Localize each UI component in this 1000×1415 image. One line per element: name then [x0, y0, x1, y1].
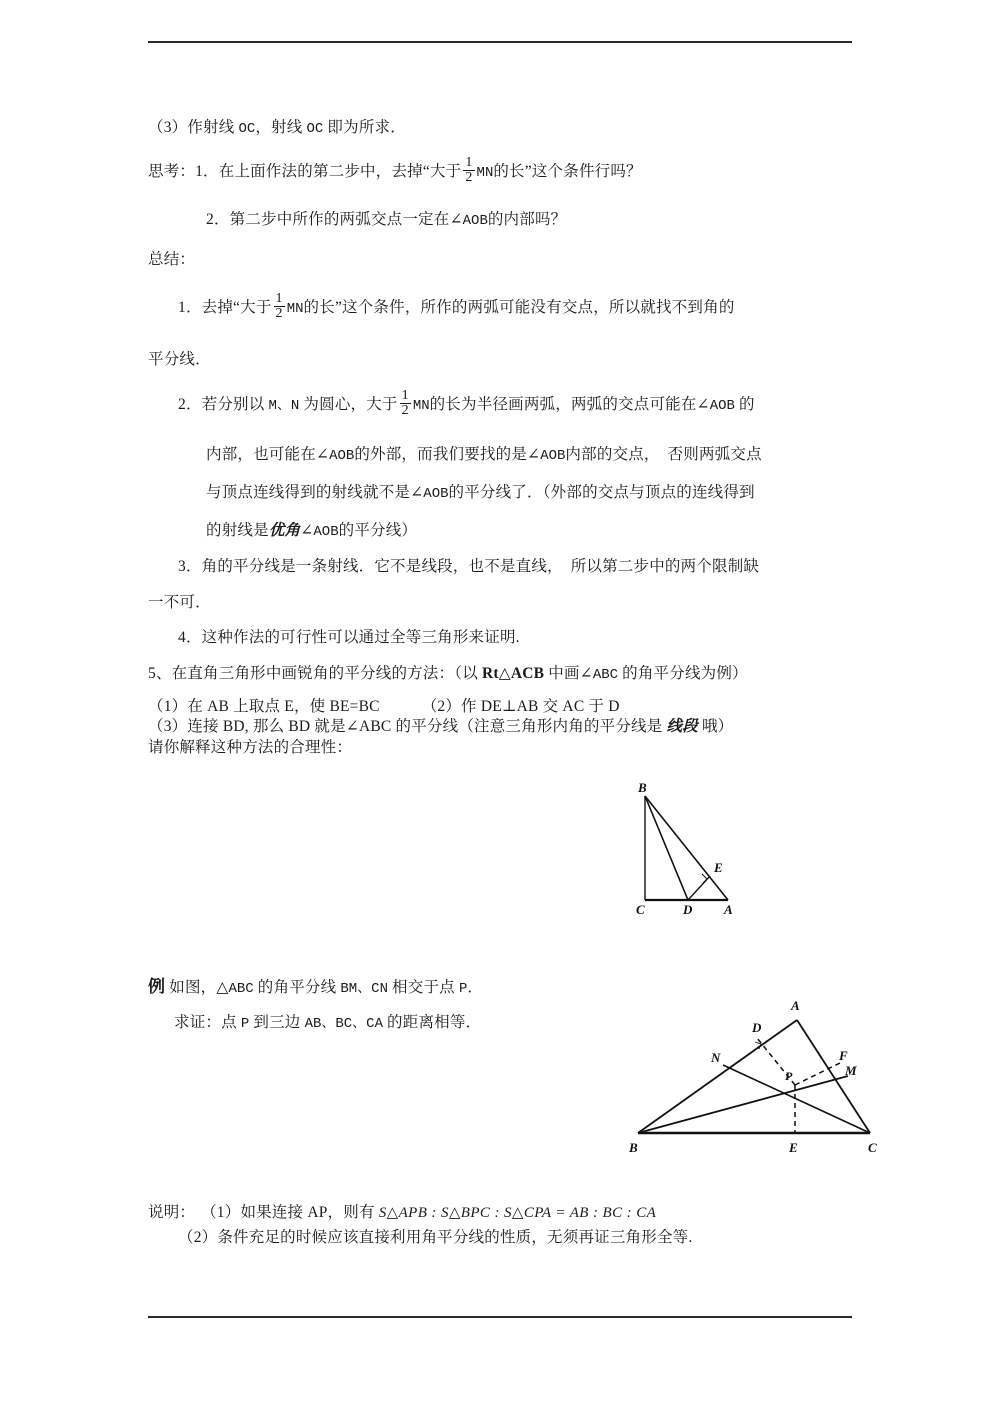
- example-line-1-c: 相交于点: [387, 979, 459, 996]
- angle-bisector-svg: [605, 980, 905, 1160]
- summary-item-2-l2c: 的外部，而我们要找的是∠: [354, 446, 541, 463]
- think-q1-pre: 1．在上面作法的第二步中，去掉“大于: [195, 163, 462, 180]
- label-a: A: [724, 902, 733, 917]
- section-5-step-3: [148, 719, 864, 735]
- summary-item-2-mn: M、N: [268, 398, 300, 414]
- fraction-one-half: [400, 389, 411, 419]
- step-3-oc-1: OC: [238, 121, 256, 137]
- fraction-one-half: [274, 292, 285, 322]
- example-line-2-c: 的距离相等．: [382, 1014, 482, 1031]
- label-m: M: [845, 1063, 857, 1078]
- example-line-2-p: P: [240, 1016, 250, 1032]
- fraction-numerator: 1: [401, 388, 409, 404]
- note-2-text: （2）条件充足的时候应该直接利用角平分线的性质，无须再证三角形全等.: [178, 1229, 693, 1246]
- segment-bd: [645, 796, 688, 900]
- example-line-2-b: 到三边: [249, 1014, 305, 1031]
- summary-item-1-line-1: [148, 290, 864, 340]
- summary-item-2-line-2: [148, 447, 864, 463]
- fraction-numerator: 1: [275, 290, 283, 306]
- example-line-2: [148, 1015, 578, 1031]
- think-label: 思考：: [148, 163, 196, 180]
- right-triangle-svg: [590, 782, 770, 922]
- section-5-heading-b: 中画∠: [544, 664, 593, 682]
- summary-item-2-line-1: [148, 388, 864, 437]
- summary-item-1-line2-text: 平分线．: [148, 350, 211, 368]
- right-triangle-figure: [590, 782, 770, 922]
- section-5-heading: [148, 666, 864, 682]
- summary-item-3-b: 一不可．: [148, 593, 211, 611]
- summary-item-1-post: 的长”这个条件，所作的两弧可能没有交点，所以就找不到角的: [303, 298, 735, 316]
- example-tag: 例: [148, 977, 166, 996]
- summary-item-2-line-3: [148, 485, 864, 501]
- summary-item-2-l3b: AOB: [423, 486, 449, 502]
- label-b: B: [629, 1140, 638, 1155]
- summary-item-3-line-2: [148, 595, 864, 611]
- summary-item-2-pre: 2．若分别以: [178, 396, 269, 413]
- section-5-heading-a: 5、在直角三角形中画锐角的平分线的方法：（以: [148, 664, 482, 682]
- section-5-step-2: （2）作 DE⊥AB 交 AC 于 D: [421, 697, 620, 715]
- segment-ba: [645, 796, 728, 900]
- section-5-abc: ABC: [592, 666, 619, 683]
- note-label: 说明：: [148, 1204, 196, 1221]
- document-body: [148, 120, 864, 775]
- label-c: C: [868, 1140, 877, 1155]
- fraction-numerator: 1: [465, 155, 473, 171]
- label-d: D: [752, 1020, 762, 1035]
- label-n: N: [711, 1050, 721, 1065]
- section-5-heading-c: 的角平分线为例）: [618, 664, 748, 682]
- summary-item-2-line-4: [148, 523, 864, 539]
- section-5-step-3-b: 哦）: [697, 718, 734, 735]
- section-5-step-1: （1）在 AB 上取点 E，使 BE=BC: [148, 697, 380, 715]
- example-line-1-a: 如图，△: [165, 979, 229, 996]
- note-line-1: [148, 1205, 848, 1221]
- note-1-a: （1）如果连接 AP，则有: [201, 1204, 379, 1221]
- step-3-mid: ，射线: [255, 119, 307, 136]
- step-3-oc-2: OC: [306, 121, 324, 137]
- label-e: E: [714, 860, 723, 875]
- summary-item-2-l4a: 的射线是: [206, 522, 269, 539]
- summary-label: [148, 252, 864, 268]
- label-b: B: [638, 782, 647, 795]
- note-block: [148, 1205, 848, 1246]
- segment-ba: [638, 1020, 797, 1133]
- example-line-1-d: ．: [467, 979, 484, 996]
- label-p: P: [785, 1069, 793, 1083]
- fraction-one-half: [463, 156, 474, 186]
- think-q2-post: 的内部吗？: [487, 211, 567, 228]
- step-3-suffix: 即为所求．: [323, 119, 406, 136]
- summary-item-1-mn: MN: [286, 300, 304, 317]
- summary-item-2-l4b: ∠: [300, 522, 314, 539]
- think-q1-post: 的长”这个条件行吗？: [493, 163, 642, 180]
- example-line-1-b: 的角平分线: [253, 979, 341, 996]
- think-question-1: [148, 155, 864, 204]
- example-line-1: [148, 978, 578, 996]
- example-line-1-p: P: [458, 981, 468, 997]
- fraction-denominator: 2: [275, 305, 283, 321]
- summary-item-1-line-2: [148, 352, 864, 368]
- header-rule: [148, 41, 852, 43]
- section-5-steps-1-2: [148, 699, 864, 715]
- example-line-2-a: 求证：点: [174, 1014, 241, 1031]
- summary-item-3-a: 3．角的平分线是一条射线．它不是线段，也不是直线， 所以第二步中的两个限制缺: [178, 558, 760, 575]
- summary-item-2-tail: 的: [734, 396, 755, 413]
- summary-item-4-text: 4．这种作法的可行性可以通过全等三角形来证明.: [178, 629, 520, 646]
- summary-item-2-mn2: MN: [412, 398, 430, 414]
- summary-item-2-aob: AOB: [709, 398, 735, 414]
- summary-item-2-l2b: AOB: [329, 448, 355, 464]
- section-5-step-3-emphasis: 线段: [666, 718, 698, 735]
- step-3-line: [148, 120, 864, 136]
- label-e: E: [789, 1140, 798, 1155]
- summary-item-2-l4d: 的平分线）: [338, 522, 418, 539]
- example-block: [148, 978, 578, 1031]
- segment-bm: [638, 1076, 848, 1133]
- summary-item-2-l2d: AOB: [540, 448, 566, 464]
- think-q2-aob: AOB: [462, 213, 488, 229]
- summary-item-2-mid: 为圆心，大于: [299, 396, 398, 413]
- label-a: A: [791, 998, 800, 1013]
- section-5-ask-text: 请你解释这种方法的合理性：: [148, 738, 353, 756]
- fraction-denominator: 2: [465, 170, 473, 186]
- summary-item-2-l2a: 内部，也可能在∠: [206, 446, 330, 463]
- label-d: D: [683, 902, 693, 917]
- fraction-denominator: 2: [401, 403, 409, 419]
- section-5-ask: [148, 740, 864, 756]
- summary-item-2-emphasis: 优角: [268, 522, 301, 539]
- step-3-prefix: （3）作射线: [148, 119, 239, 136]
- angle-bisector-figure: [605, 980, 905, 1160]
- summary-item-2-l4c: AOB: [313, 524, 339, 540]
- label-c: C: [636, 902, 645, 917]
- think-q1-mn: MN: [476, 165, 494, 181]
- summary-item-2-post: 的长为半径画两弧，两弧的交点可能在∠: [429, 396, 710, 413]
- section-5-step-3-a: （3）连接 BD, 那么 BD 就是∠ABC 的平分线（注意三角形内角的平分线是: [148, 718, 667, 735]
- note-1-formula: S△APB : S△BPC : S△CPA = AB : BC : CA: [378, 1205, 657, 1221]
- summary-label-text: 总结：: [148, 251, 196, 268]
- example-line-1-bm-cn: BM、CN: [340, 981, 388, 997]
- right-angle-mark-e: [702, 874, 707, 883]
- label-f: F: [839, 1048, 848, 1063]
- summary-item-2-l3c: 的平分线了．（外部的交点与顶点的连线得到: [448, 484, 755, 501]
- example-line-2-sides: AB、BC、CA: [304, 1016, 383, 1032]
- summary-item-2-l3a: 与顶点连线得到的射线就不是∠: [206, 484, 424, 501]
- section-5-rt-acb: Rt△ACB: [481, 664, 545, 682]
- summary-item-4: [148, 630, 864, 646]
- think-q2-pre: 2．第二步中所作的两弧交点一定在∠: [206, 211, 463, 228]
- note-line-2: [148, 1230, 848, 1246]
- summary-item-3-line-1: [148, 559, 864, 575]
- summary-item-1-pre: 1．去掉“大于: [178, 298, 272, 316]
- think-question-2: [148, 212, 864, 228]
- footer-rule: [148, 1316, 852, 1318]
- example-line-1-abc: ABC: [228, 981, 254, 997]
- segment-pf-dashed: [795, 1062, 842, 1085]
- summary-item-2-l2e: 内部的交点， 否则两弧交点: [565, 446, 762, 463]
